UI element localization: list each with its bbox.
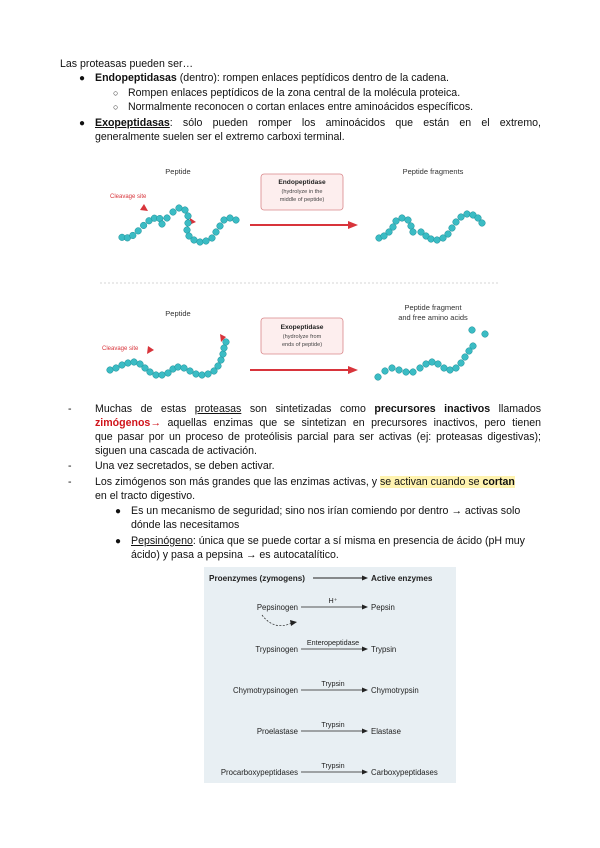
amino-acid-bead [447,367,454,374]
amino-acid-bead [458,360,465,367]
amino-acid-bead [221,345,228,352]
amino-acid-bead [375,374,382,381]
dash1-line1 [95,403,541,416]
zimogenos-term: zimógenos→ [95,417,161,429]
amino-acid-bead [223,339,230,346]
text-run: aquellas enzimas que se sintetizan en precursores inactivos, pero tienen [160,417,541,429]
amino-acid-bead [399,215,406,222]
amino-acid-bead [107,367,114,374]
bullet-dot: ● [79,73,86,84]
zymogen-name: Trypsinogen [255,645,298,654]
amino-acid-bead [429,359,436,366]
activator-label: Enteropeptidase [306,638,360,647]
amino-acid-bead [453,365,460,372]
amino-acid-bead [181,365,188,372]
amino-acid-bead [410,369,417,376]
amino-acid-bead [170,209,177,216]
amino-acid-bead [191,237,198,244]
bullet-dot: ● [115,506,122,517]
amino-acid-bead [182,207,189,214]
amino-acid-bead [403,369,410,376]
amino-acid-bead [428,236,435,243]
activator-label: Trypsin [321,679,345,688]
amino-acid-bead [193,371,200,378]
amino-acid-bead [470,343,477,350]
exo-text: : sólo pueden romper los aminoácidos que están en el extremo, [169,117,541,129]
amino-acid-bead [435,361,442,368]
amino-acid-bead [417,365,424,372]
amino-acid-bead [125,360,132,367]
endo-box-title: Endopeptidase [278,179,326,186]
dash1-line4: siguen una cascada de activación. [95,445,257,457]
activator-label: H⁺ [328,596,338,605]
dash-marker: - [68,460,72,472]
amino-acid-bead [203,238,210,245]
amino-acid-bead [464,211,471,218]
endo-sub1: Rompen enlaces peptídicos de la zona central de la molécula proteica. [128,87,461,99]
amino-acid-bead [382,368,389,375]
endo-bullet [95,72,449,85]
amino-acid-bead [462,354,469,361]
amino-acid-bead [147,369,154,376]
amino-acid-bead [233,217,240,224]
top-fragments-label: Peptide fragments [402,167,464,176]
enzyme-name: Carboxypeptidases [371,768,438,777]
amino-acid-bead [130,232,137,239]
endo-box-line1: (hydrolyze in the [281,189,323,195]
endo-text: (dentro): rompen enlaces peptídicos dentro de la cadena. [176,72,449,84]
zymogen-name: Procarboxypeptidases [220,768,298,777]
bullet-dot: ● [115,536,122,547]
activator-label: Trypsin [321,720,345,729]
amino-acid-bead [131,359,138,366]
intro-text: Las proteasas pueden ser… [60,58,194,70]
amino-acid-bead [389,365,396,372]
amino-acid-bead [449,225,456,232]
amino-acid-bead [217,223,224,230]
exo-term: Exopeptidasas [95,117,170,129]
sub-b-line2: ácido) y pasa a pepsina → es autocatalítico. [131,549,339,561]
amino-acid-bead [441,365,448,372]
exo-box-line1: (hydrolyze from [282,334,322,340]
exo-line1 [95,117,541,130]
dash-marker: - [68,403,72,415]
activator-label: Trypsin [321,761,345,770]
amino-acid-bead [213,229,220,236]
text-run: son sintetizadas como [241,403,375,415]
top-peptide-label: Peptide [165,167,191,176]
zymogen-name: Proelastase [256,727,298,736]
amino-acid-bead [199,372,206,379]
amino-acid-bead [227,215,234,222]
dash3-line1 [95,476,515,489]
dash3-line2: en el tracto digestivo. [95,490,196,502]
top-cleavage-label: Cleavage site [110,194,147,200]
amino-acid-bead [410,229,417,236]
dash-marker: - [68,476,72,488]
endo-sub2: Normalmente reconocen o cortan enlaces entre aminoácidos específicos. [128,101,474,113]
amino-acid-bead [197,239,204,246]
text-run: Muchas de estas [95,403,195,415]
amino-acid-bead [423,361,430,368]
amino-acid-bead [184,227,191,234]
text-run: Los zimógenos son más grandes que las enzimas activas, y [95,476,380,488]
endo-term: Endopeptidasas [95,72,177,84]
amino-acid-bead [434,237,441,244]
precursores-term: precursores inactivos [374,403,491,415]
amino-acid-bead [469,327,476,334]
bottom-peptide-label: Peptide [165,309,191,318]
zymogen-header-left: Proenzymes (zymogens) [209,574,306,583]
amino-acid-bead [140,222,147,229]
pepsinogeno-term: Pepsinógeno [131,535,193,547]
proteasas-term: proteasas [194,403,242,415]
amino-acid-bead [458,214,465,221]
zymogen-figure [204,567,456,783]
bottom-frag-label2: and free amino acids [398,313,468,322]
sub-a-line2: dónde las necesitamos [131,519,240,531]
peptidase-figure [90,146,510,396]
hollow-bullet: ○ [113,102,119,112]
amino-acid-bead [205,371,212,378]
dash2-text: Una vez secretados, se deben activar. [95,460,275,472]
amino-acid-bead [408,223,415,230]
amino-acid-bead [215,363,222,370]
sub-a-line1: Es un mecanismo de seguridad; sino nos irían comiendo por dentro → activas solo [131,505,521,517]
amino-acid-bead [185,220,192,227]
amino-acid-bead [187,368,194,375]
exo-box-title: Exopeptidase [280,324,324,331]
enzyme-name: Elastase [371,727,401,736]
zymogen-header-right: Active enzymes [371,574,433,583]
amino-acid-bead [175,364,182,371]
text-run: : única que se puede cortar a sí misma en presencia de ácido (pH muy [192,535,525,547]
exo-line2: generalmente suelen ser el extremo carboxi terminal. [95,131,345,143]
amino-acid-bead [113,365,120,372]
bottom-frag-label1: Peptide fragment [404,303,462,312]
zymogen-name: Chymotrypsinogen [232,686,298,695]
amino-acid-bead [164,215,171,222]
enzyme-name: Pepsin [371,603,395,612]
amino-acid-bead [209,235,216,242]
zymogen-name: Pepsinogen [256,603,298,612]
text-run: llamados [490,403,542,415]
endo-box-line2: middle of peptide) [279,197,325,203]
bottom-cleavage-label: Cleavage site [102,346,139,352]
amino-acid-bead [445,231,452,238]
amino-acid-bead [153,372,160,379]
dash1-line2 [95,417,541,430]
enzyme-name: Chymotrypsin [371,686,419,695]
amino-acid-bead [218,357,225,364]
amino-acid-bead [405,217,412,224]
amino-acid-bead [482,331,489,338]
highlight-text: se activan cuando se [380,476,483,488]
amino-acid-bead [396,367,403,374]
enzyme-name: Trypsin [371,645,397,654]
amino-acid-bead [453,219,460,226]
amino-acid-bead [135,228,142,235]
amino-acid-bead [221,217,228,224]
bullet-dot: ● [79,118,86,129]
amino-acid-bead [159,221,166,228]
amino-acid-bead [159,372,166,379]
amino-acid-bead [390,224,397,231]
exo-box-line2: ends of peptide) [281,342,323,348]
amino-acid-bead [119,362,126,369]
amino-acid-bead [393,218,400,225]
amino-acid-bead [220,351,227,358]
cortan-term: cortan [482,476,515,488]
amino-acid-bead [479,220,486,227]
sub-b-line1 [131,535,525,548]
dash1-line3: que pasar por un proceso de proteólisis parcial para ser activas (ej: proteasas digestivas); [95,431,541,443]
amino-acid-bead [176,205,183,212]
hollow-bullet: ○ [113,88,119,98]
amino-acid-bead [185,213,192,220]
